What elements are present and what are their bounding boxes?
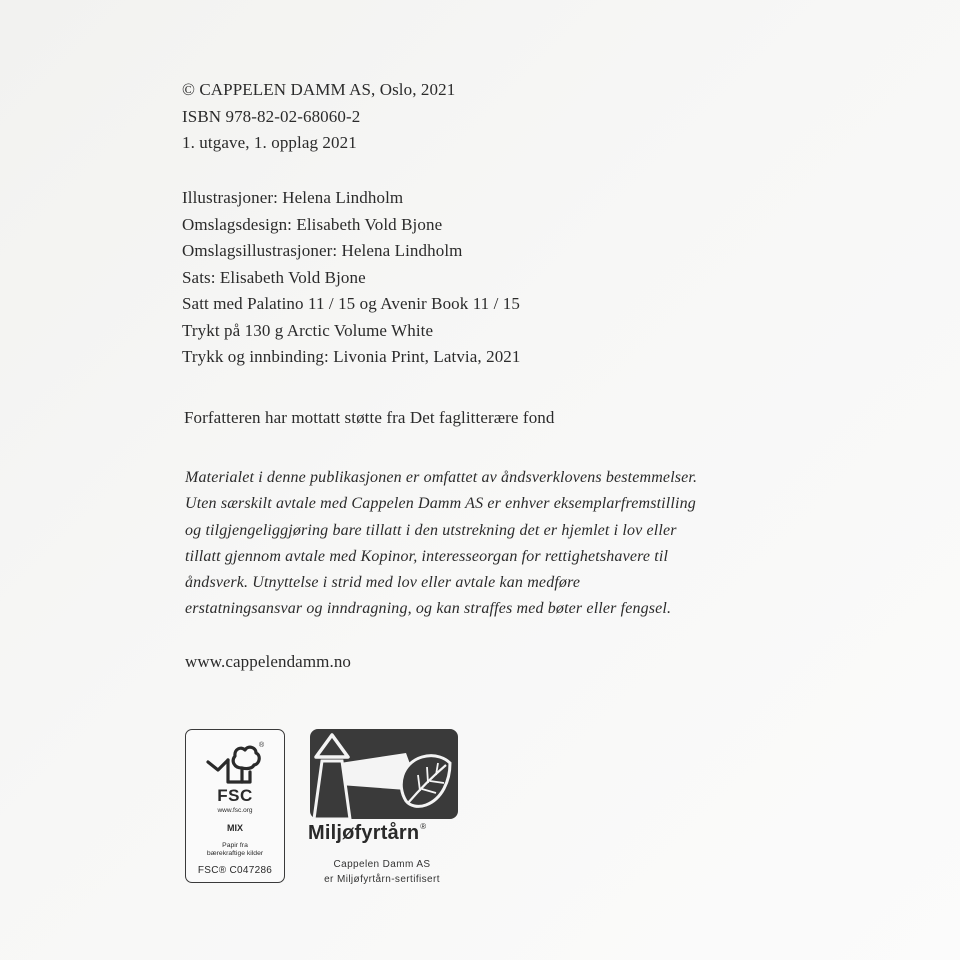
fsc-name: FSC [217,786,253,805]
legal-line: tillatt gjennom avtale med Kopinor, interesseorgan for rettighetshavere til [185,547,669,565]
fsc-tree-icon [204,738,266,786]
website-block [185,649,351,676]
credit-fonts: Satt med Palatino 11 / 15 og Avenir Book 11 / 15 [182,294,521,313]
cert-line: Cappelen Damm AS [333,859,431,870]
fsc-logo [185,729,285,883]
isbn: ISBN 978-82-02-68060-2 [182,106,361,126]
legal-notice [185,465,697,623]
legal-line: og tilgjengeliggjøring bare tillatt i den utstrekning det er hjemlet i lov eller [185,521,677,539]
credit-cover-illustrations: Omslagsillustrasjoner: Helena Lindholm [182,241,463,260]
miljofyrtarn-name: Miljøfyrtårn [308,822,420,844]
credit-illustrations: Illustrasjoner: Helena Lindholm [182,188,404,207]
miljofyrtarn-wordmark [308,822,426,845]
edition: 1. utgave, 1. opplag 2021 [182,133,357,152]
legal-line: erstatningsansvar og inndragning, og kan straffes med bøter eller fengsel. [185,600,672,618]
credit-typesetting: Sats: Elisabeth Vold Bjone [182,267,366,287]
credit-cover-design: Omslagsdesign: Elisabeth Vold Bjone [182,214,443,234]
credit-paper: Trykt på 130 g Arctic Volume White [182,320,434,340]
registered-mark: ® [420,822,427,831]
fsc-license-code: FSC® C047286 [197,865,273,876]
legal-line: åndsverk. Utnyttelse i strid med lov eller avtale kan medføre [185,574,581,592]
copyright-block [182,77,455,157]
svg-text:®: ® [259,742,265,749]
cert-line: er Miljøfyrtårn-sertifisert [324,874,440,885]
fsc-paper-line: bærekraftige kilder [206,850,264,857]
fsc-mix-label: MIX [226,823,243,833]
fsc-paper-line: Papir fra [222,842,248,849]
lighthouse-leaf-icon [310,729,458,819]
website-url: www.cappelendamm.no [185,652,352,671]
legal-line: Materialet i denne publikasjonen er omfattet av åndsverklovens bestemmelser. [185,469,698,486]
support-note: Forfatteren har mottatt støtte fra Det faglitterære fond [184,408,555,427]
copyright-notice: © CAPPELEN DAMM AS, Oslo, 2021 [182,80,456,99]
support-block [184,405,555,432]
miljofyrtarn-certification [306,857,458,887]
credits-block [182,185,521,371]
legal-line: Uten særskilt avtale med Cappelen Damm AS er enhver eksemplarfremstilling [185,495,696,513]
fsc-paper-source [186,842,284,858]
fsc-url: www.fsc.org [217,807,253,814]
credit-printing: Trykk og innbinding: Livonia Print, Latvia, 2021 [182,347,521,366]
